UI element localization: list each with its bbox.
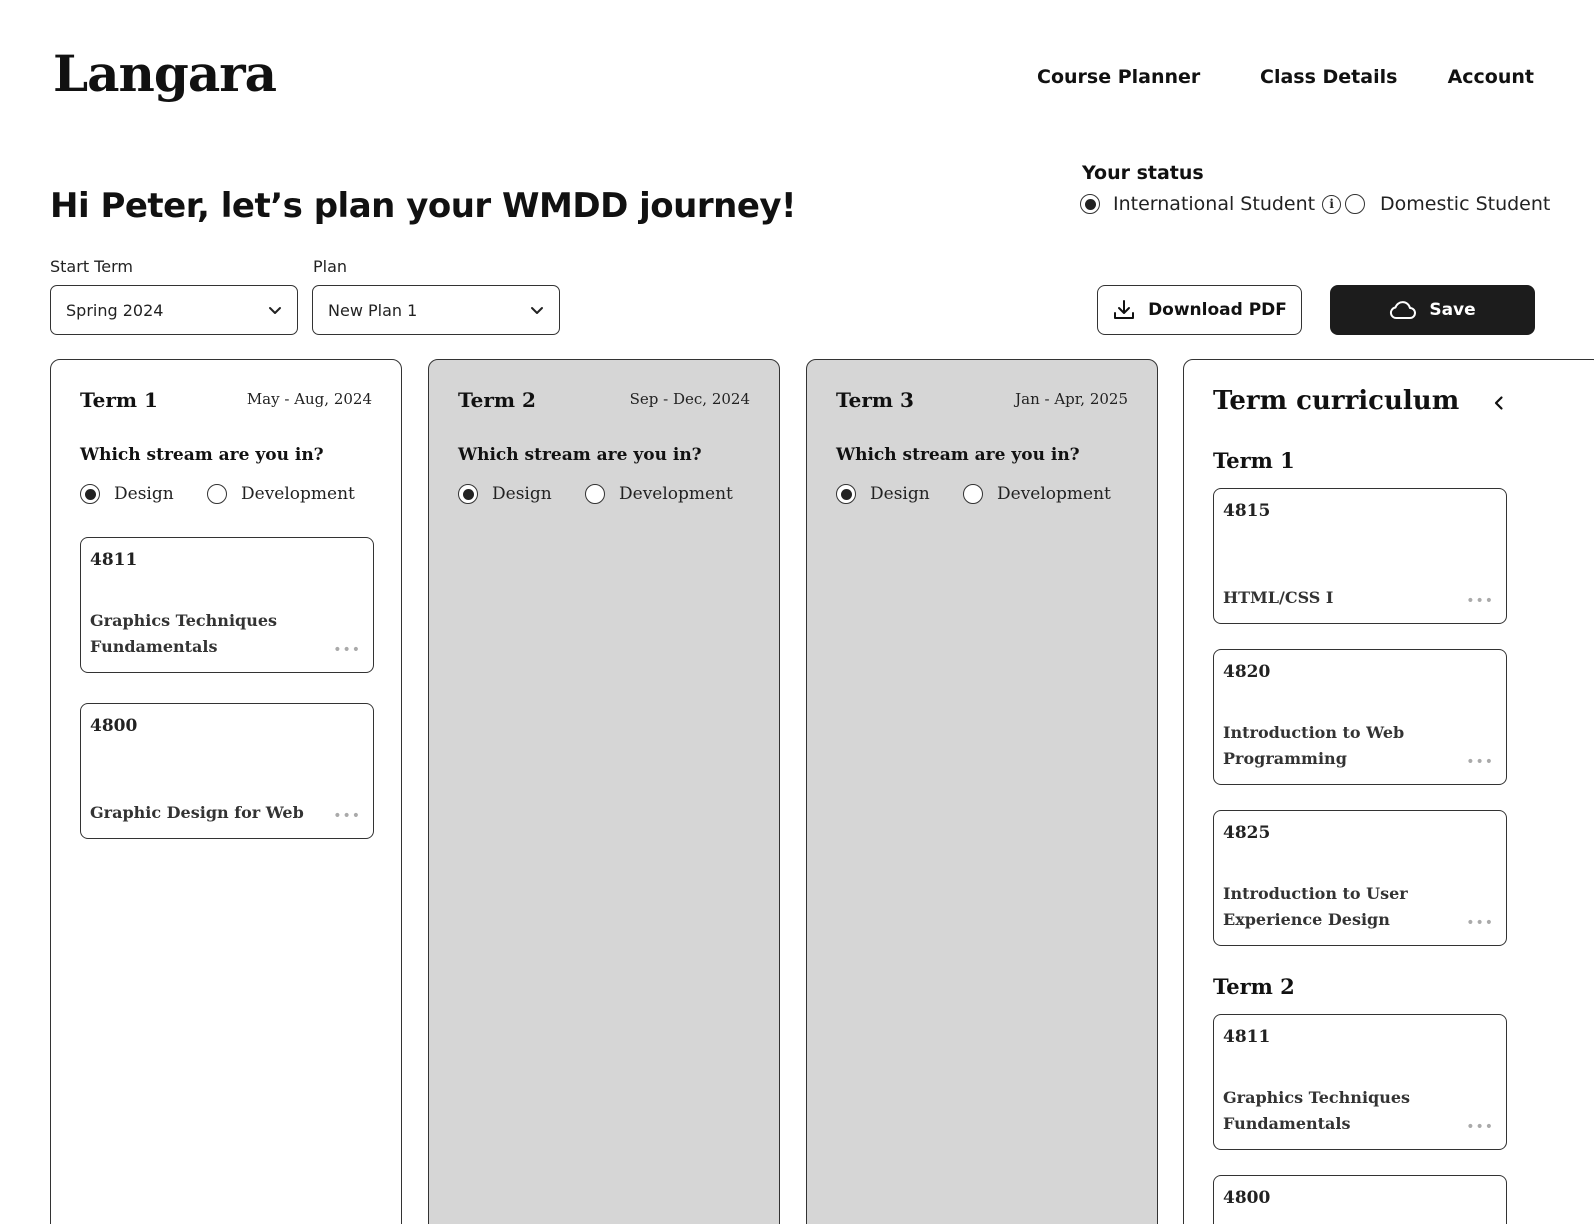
course-card[interactable] <box>80 537 374 673</box>
more-dots-icon[interactable]: ••• <box>333 642 361 658</box>
stream-label: Design <box>114 484 174 504</box>
term-column-1 <box>50 359 402 1224</box>
course-code: 4800 <box>1223 1188 1271 1208</box>
curriculum-course-card[interactable] <box>1213 1014 1507 1150</box>
course-name: HTML/CSS I <box>1223 588 1334 607</box>
course-name: Graphics Techniques Fundamentals <box>90 611 278 656</box>
stream-label: Development <box>241 484 355 504</box>
radio-domestic[interactable] <box>1345 194 1365 214</box>
curriculum-panel <box>1183 359 1594 1224</box>
course-code: 4811 <box>1223 1027 1271 1047</box>
curriculum-course-card[interactable] <box>1213 1175 1507 1224</box>
curriculum-course-card[interactable] <box>1213 649 1507 785</box>
more-dots-icon[interactable]: ••• <box>1466 915 1494 931</box>
chevron-down-icon <box>267 302 283 318</box>
radio-design[interactable] <box>80 484 100 504</box>
cloud-icon <box>1389 299 1417 321</box>
nav-account[interactable]: Account <box>1447 66 1534 88</box>
page-title: Hi Peter, let’s plan your WMDD journey! <box>50 186 797 226</box>
plan-select[interactable] <box>312 285 560 335</box>
course-name: Graphics Techniques Fundamentals <box>1223 1088 1411 1133</box>
course-code: 4825 <box>1223 823 1271 843</box>
radio-development[interactable] <box>963 484 983 504</box>
download-pdf-button[interactable] <box>1097 285 1302 335</box>
course-name: Introduction to Web Programming <box>1223 723 1405 768</box>
more-dots-icon[interactable]: ••• <box>1466 1119 1494 1135</box>
stream-label: Design <box>870 484 930 504</box>
curriculum-term-heading: Term 2 <box>1213 974 1295 999</box>
start-term-label: Start Term <box>50 257 133 276</box>
term-column-3 <box>806 359 1158 1224</box>
download-pdf-label: Download PDF <box>1148 300 1287 320</box>
chevron-down-icon <box>529 302 545 318</box>
nav-course-planner[interactable]: Course Planner <box>1037 66 1201 88</box>
radio-design[interactable] <box>458 484 478 504</box>
info-icon[interactable]: i <box>1322 195 1341 214</box>
stream-question: Which stream are you in? <box>80 445 324 465</box>
status-option-label: Domestic Student <box>1380 193 1551 215</box>
nav-class-details[interactable]: Class Details <box>1260 66 1398 88</box>
stream-label: Design <box>492 484 552 504</box>
radio-international[interactable] <box>1080 194 1100 214</box>
stream-option-development[interactable] <box>963 484 1111 504</box>
save-label: Save <box>1429 300 1476 320</box>
curriculum-term-heading: Term 1 <box>1213 448 1295 473</box>
stream-option-design[interactable] <box>836 484 930 504</box>
plan-label: Plan <box>313 257 348 276</box>
course-code: 4815 <box>1223 501 1271 521</box>
status-label: Your status <box>1082 162 1204 184</box>
stream-option-development[interactable] <box>207 484 355 504</box>
plan-value: New Plan 1 <box>328 300 418 320</box>
stream-option-design[interactable] <box>80 484 174 504</box>
course-code: 4811 <box>90 550 138 570</box>
radio-design[interactable] <box>836 484 856 504</box>
course-name: Graphic Design for Web <box>90 803 304 822</box>
more-dots-icon[interactable]: ••• <box>1466 593 1494 609</box>
stream-option-design[interactable] <box>458 484 552 504</box>
course-card[interactable] <box>80 703 374 839</box>
term-column-2 <box>428 359 780 1224</box>
term-title: Term 1 <box>80 388 158 412</box>
start-term-value: Spring 2024 <box>66 300 164 320</box>
start-term-select[interactable] <box>50 285 298 335</box>
course-code: 4800 <box>90 716 138 736</box>
logo[interactable]: Langara <box>53 44 277 103</box>
radio-development[interactable] <box>585 484 605 504</box>
curriculum-course-card[interactable] <box>1213 810 1507 946</box>
chevron-left-icon[interactable] <box>1490 394 1508 412</box>
term-title: Term 2 <box>458 388 536 412</box>
stream-label: Development <box>619 484 733 504</box>
curriculum-course-card[interactable] <box>1213 488 1507 624</box>
download-icon <box>1112 298 1136 322</box>
stream-question: Which stream are you in? <box>836 445 1080 465</box>
more-dots-icon[interactable]: ••• <box>333 808 361 824</box>
more-dots-icon[interactable]: ••• <box>1466 754 1494 770</box>
status-option-international[interactable] <box>1080 193 1341 215</box>
term-dates: May - Aug, 2024 <box>246 390 372 408</box>
curriculum-title: Term curriculum <box>1213 386 1460 416</box>
save-button[interactable] <box>1330 285 1535 335</box>
radio-development[interactable] <box>207 484 227 504</box>
term-dates: Jan - Apr, 2025 <box>1015 390 1128 408</box>
term-dates: Sep - Dec, 2024 <box>629 390 750 408</box>
stream-question: Which stream are you in? <box>458 445 702 465</box>
stream-option-development[interactable] <box>585 484 733 504</box>
course-name: Introduction to User Experience Design <box>1223 884 1408 929</box>
status-option-domestic[interactable] <box>1345 193 1550 215</box>
status-option-label: International Student <box>1113 193 1316 215</box>
term-title: Term 3 <box>836 388 914 412</box>
stream-label: Development <box>997 484 1111 504</box>
course-code: 4820 <box>1223 662 1271 682</box>
